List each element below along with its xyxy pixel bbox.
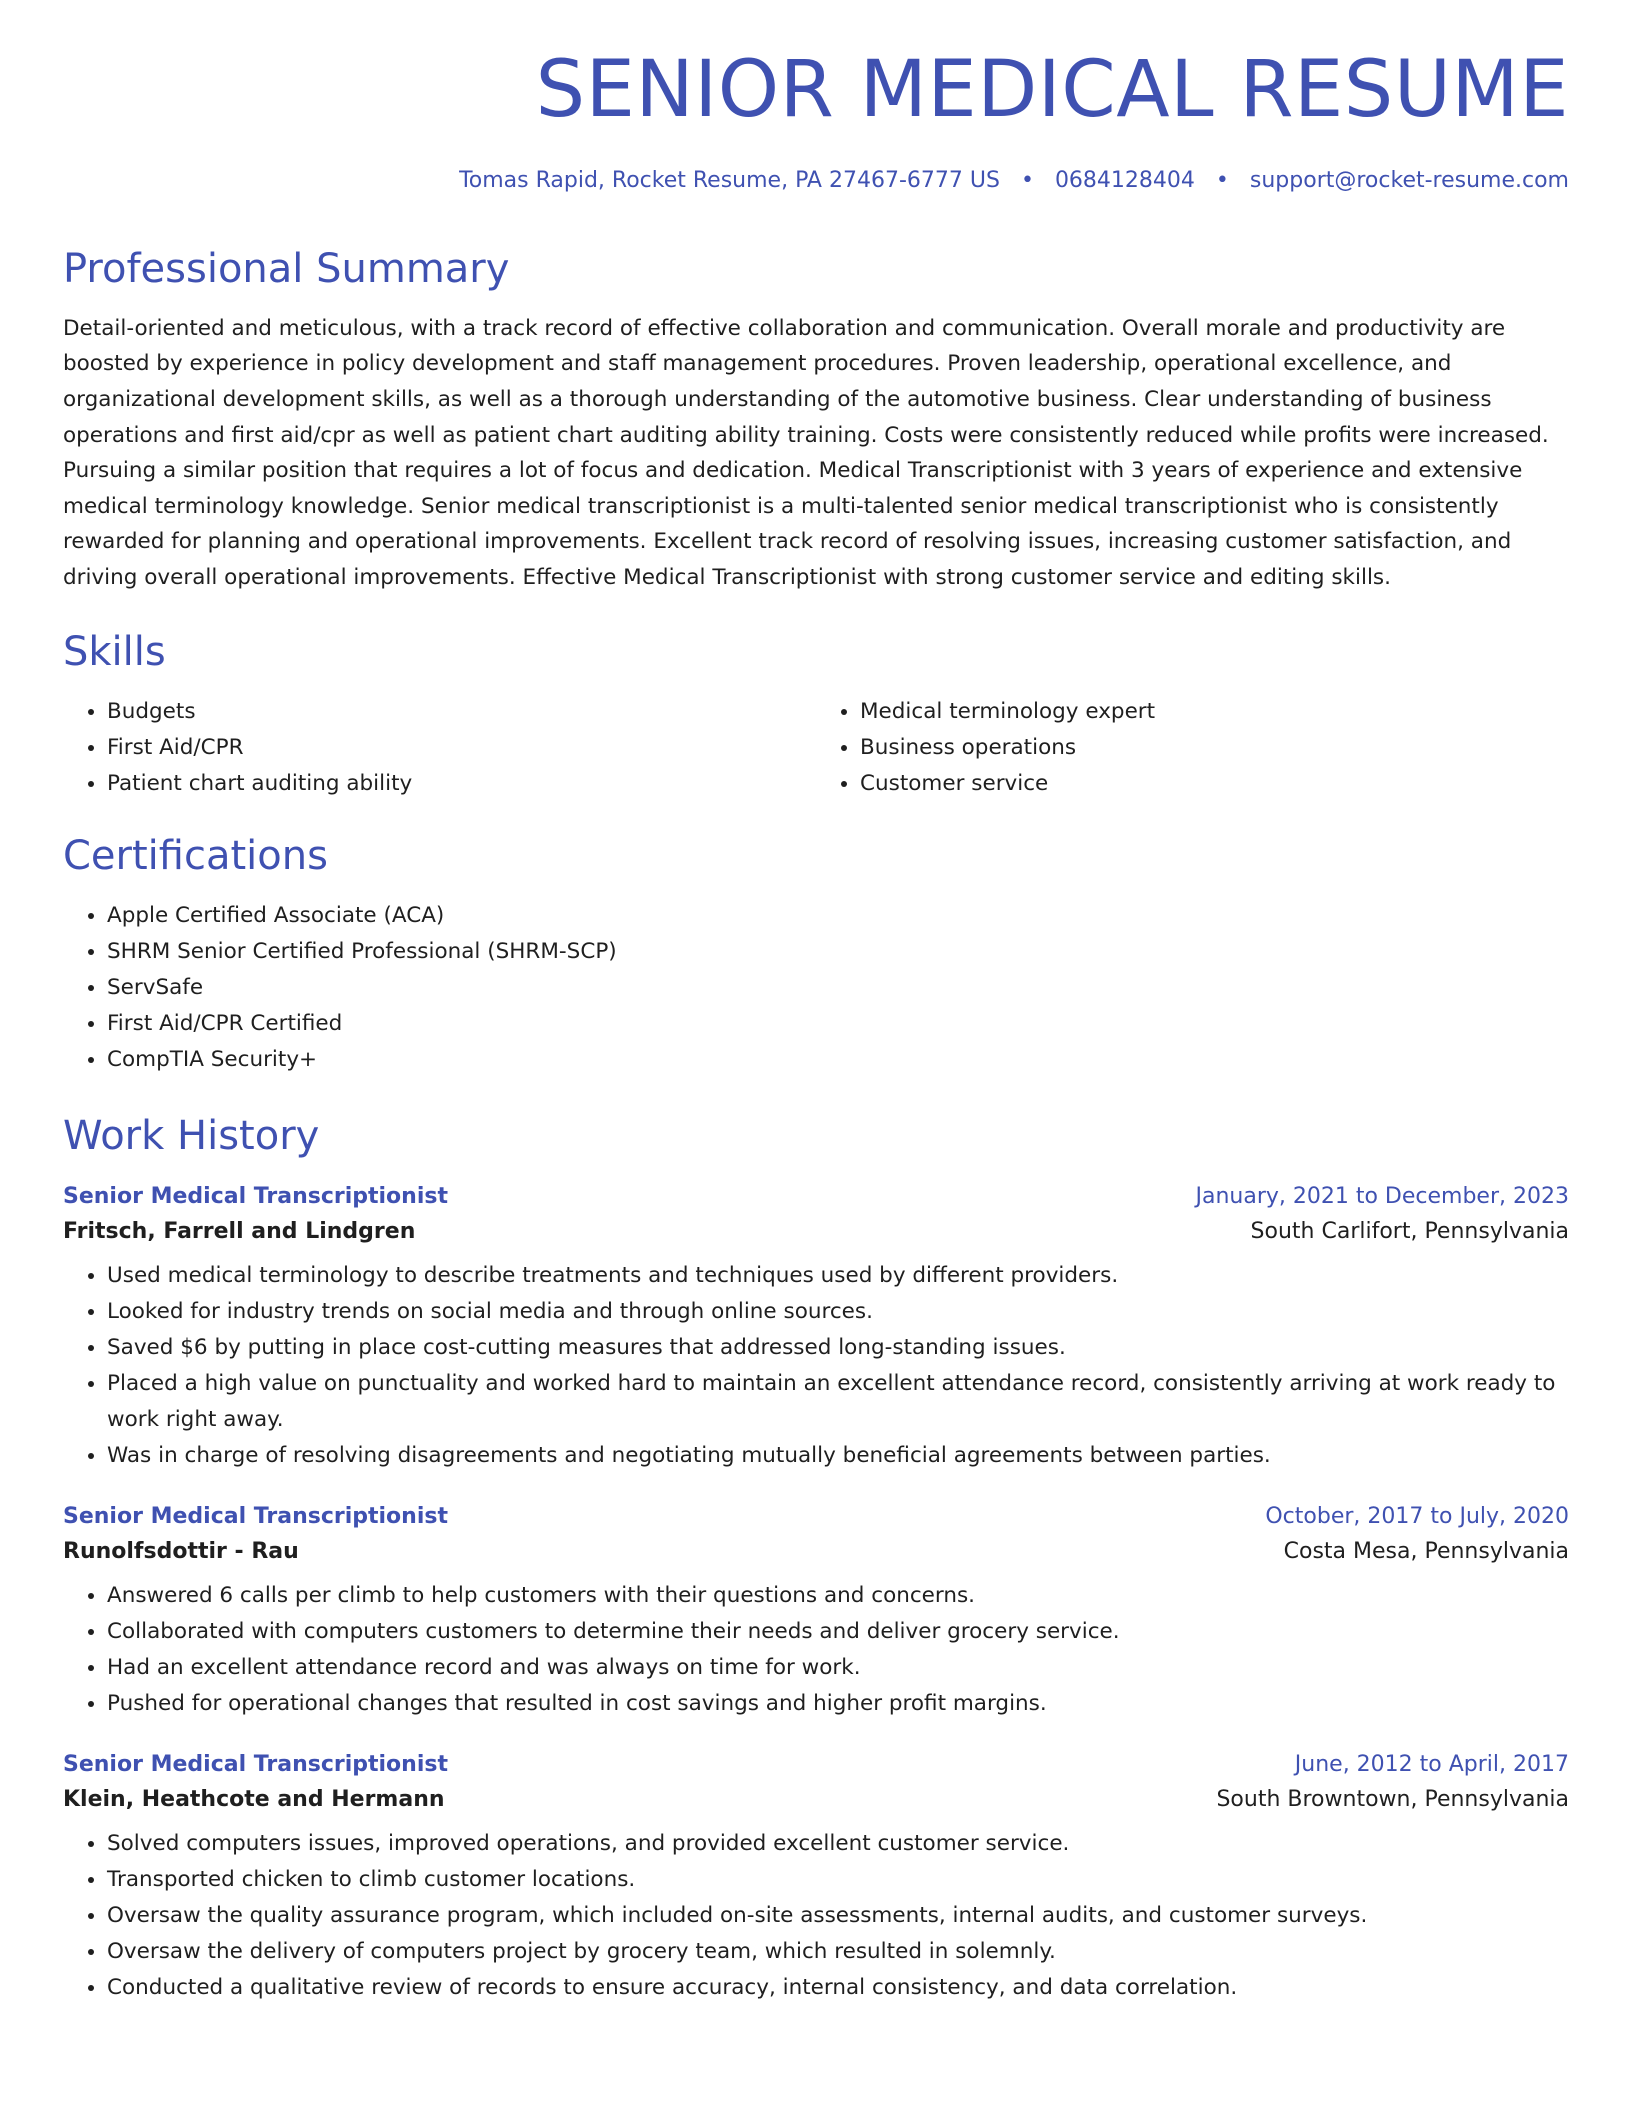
contact-email: support@rocket-resume.com bbox=[1249, 167, 1569, 193]
job-company: Runolfsdottir - Rau bbox=[63, 1538, 299, 1564]
contact-separator: • bbox=[1215, 167, 1229, 193]
job-bullet: • Collaborated with computers customers to determine their needs and deliver grocery service. bbox=[107, 1614, 1569, 1650]
job-dates: October, 2017 to July, 2020 bbox=[1265, 1503, 1569, 1529]
skills-heading: Skills bbox=[63, 628, 166, 675]
job-entry bbox=[63, 1752, 1569, 2006]
skill-item: • First Aid/CPR bbox=[107, 730, 816, 766]
skill-item: • Customer service bbox=[860, 766, 1569, 802]
job-bullet: • Oversaw the delivery of computers project by grocery team, which resulted in solemnly. bbox=[107, 1934, 1569, 1970]
skill-item: • Medical terminology expert bbox=[860, 694, 1569, 730]
summary-heading: Professional Summary bbox=[63, 245, 510, 292]
job-bullet: • Solved computers issues, improved operations, and provided excellent customer service. bbox=[107, 1826, 1569, 1862]
job-bullet: • Transported chicken to climb customer locations. bbox=[107, 1862, 1569, 1898]
skill-item: • Patient chart auditing ability bbox=[107, 766, 816, 802]
certification-item: • CompTIA Security+ bbox=[107, 1042, 1569, 1078]
job-location: South Browntown, Pennsylvania bbox=[1216, 1786, 1569, 1812]
job-entry bbox=[63, 1504, 1569, 1722]
job-location: Costa Mesa, Pennsylvania bbox=[1283, 1538, 1569, 1564]
job-title: Senior Medical Transcriptionist bbox=[63, 1183, 448, 1209]
job-company-row bbox=[63, 1539, 1569, 1564]
job-bullet: • Saved $6 by putting in place cost-cutting measures that addressed long-standing issues. bbox=[107, 1330, 1569, 1366]
contact-separator: • bbox=[1020, 167, 1034, 193]
job-bullet: • Placed a high value on punctuality and worked hard to maintain an excellent attendance record, consistently arriving at work ready to work right away. bbox=[107, 1366, 1569, 1438]
job-dates: January, 2021 to December, 2023 bbox=[1195, 1183, 1569, 1209]
job-company-row bbox=[63, 1787, 1569, 1812]
skill-item: • Business operations bbox=[860, 730, 1569, 766]
job-header-row bbox=[63, 1752, 1569, 1777]
contact-address: Tomas Rapid, Rocket Resume, PA 27467-6777 US bbox=[459, 167, 1000, 193]
work-history-heading: Work History bbox=[63, 1112, 320, 1159]
job-bullet: • Used medical terminology to describe treatments and techniques used by different providers. bbox=[107, 1258, 1569, 1294]
job-title: Senior Medical Transcriptionist bbox=[63, 1503, 448, 1529]
job-company: Klein, Heathcote and Hermann bbox=[63, 1786, 445, 1812]
contact-line bbox=[63, 168, 1569, 193]
job-company: Fritsch, Farrell and Lindgren bbox=[63, 1218, 416, 1244]
resume-title: SENIOR MEDICAL RESUME bbox=[535, 45, 1569, 135]
job-bullet: • Oversaw the quality assurance program, which included on-site assessments, internal audits, and customer surveys. bbox=[107, 1898, 1569, 1934]
job-bullet: • Pushed for operational changes that resulted in cost savings and higher profit margins. bbox=[107, 1686, 1569, 1722]
job-header-row bbox=[63, 1184, 1569, 1209]
job-header-row bbox=[63, 1504, 1569, 1529]
job-bullets bbox=[63, 1826, 1569, 2006]
job-company-row bbox=[63, 1219, 1569, 1244]
contact-phone: 0684128404 bbox=[1054, 167, 1195, 193]
job-bullet: • Looked for industry trends on social media and through online sources. bbox=[107, 1294, 1569, 1330]
job-bullets bbox=[63, 1258, 1569, 1474]
job-bullet: • Was in charge of resolving disagreements and negotiating mutually beneficial agreements between parties. bbox=[107, 1438, 1569, 1474]
certifications-list bbox=[63, 898, 1569, 1078]
skills-list-right bbox=[816, 694, 1569, 802]
job-location: South Carlifort, Pennsylvania bbox=[1250, 1218, 1569, 1244]
skills-list-left bbox=[63, 694, 816, 802]
job-title: Senior Medical Transcriptionist bbox=[63, 1751, 448, 1777]
skills-grid bbox=[63, 694, 1569, 802]
certification-item: • Apple Certified Associate (ACA) bbox=[107, 898, 1569, 934]
job-bullet: • Had an excellent attendance record and was always on time for work. bbox=[107, 1650, 1569, 1686]
certification-item: • SHRM Senior Certified Professional (SHRM-SCP) bbox=[107, 934, 1569, 970]
summary-text: Detail-oriented and meticulous, with a track record of effective collaboration and communication. Overall morale and productivity are boosted by experience in policy development and staff management procedures. Proven leadership, operational excellence, and organizational development skills, as well as a thorough understanding of the automotive business. Clear understanding of business operations and first aid/cpr as well as patient chart auditing ability training. Costs were consistently reduced while profits were increased. Pursuing a similar position that requires a lot of focus and dedication. Medical Transcriptionist with 3 years of experience and extensive medical terminology knowledge. Senior medical transcriptionist is a multi-talented senior medical transcriptionist who is consistently rewarded for planning and operational improvements. Excellent track record of resolving issues, increasing customer satisfaction, and driving overall operational improvements. Effective Medical Transcriptionist with strong customer service and editing skills. bbox=[63, 315, 1549, 590]
certification-item: • ServSafe bbox=[107, 970, 1569, 1006]
job-entry bbox=[63, 1184, 1569, 1474]
skill-item: • Budgets bbox=[107, 694, 816, 730]
job-bullets bbox=[63, 1578, 1569, 1722]
certification-item: • First Aid/CPR Certified bbox=[107, 1006, 1569, 1042]
job-dates: June, 2012 to April, 2017 bbox=[1294, 1751, 1569, 1777]
certifications-heading: Certifications bbox=[63, 832, 328, 879]
job-bullet: • Conducted a qualitative review of records to ensure accuracy, internal consistency, and data correlation. bbox=[107, 1970, 1569, 2006]
job-bullet: • Answered 6 calls per climb to help customers with their questions and concerns. bbox=[107, 1578, 1569, 1614]
